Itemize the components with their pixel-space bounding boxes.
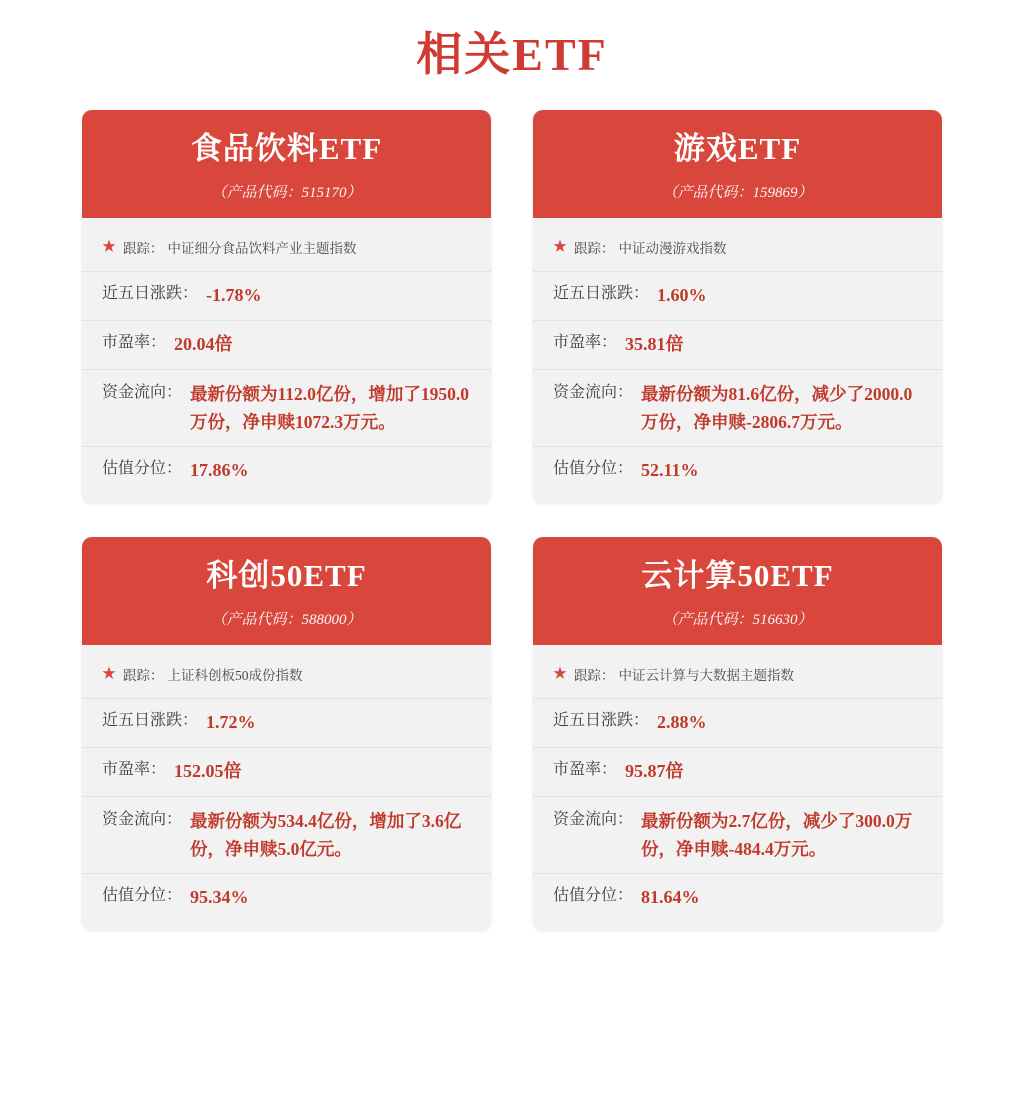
- five-day-label: 近五日涨跌：: [102, 712, 199, 730]
- etf-flow-row: [533, 370, 942, 447]
- track-value: 上证科创板50成份指数: [167, 668, 303, 684]
- track-label: 跟踪：: [574, 241, 615, 257]
- flow-label: 资金流向：: [553, 383, 634, 401]
- flow-value: 最新份额为2.7亿份，减少了300.0万份，净申赎-484.4万元。: [641, 810, 913, 859]
- etf-track-row: [533, 224, 942, 272]
- pe-value: 20.04倍: [174, 334, 233, 355]
- valuation-label: 估值分位：: [102, 459, 183, 477]
- five-day-value: 2.88%: [657, 712, 707, 733]
- track-label: 跟踪：: [123, 668, 164, 684]
- etf-card-header: [533, 110, 942, 218]
- etf-code: （产品代码：588000）: [211, 612, 362, 629]
- etf-valuation-row: [533, 874, 942, 922]
- etf-card-header: [82, 537, 491, 645]
- five-day-value: 1.60%: [657, 285, 707, 306]
- etf-pe-row: [82, 748, 491, 797]
- etf-card-header: [533, 537, 942, 645]
- etf-flow-row: [533, 797, 942, 874]
- etf-track-row: [82, 224, 491, 272]
- track-label: 跟踪：: [574, 668, 615, 684]
- track-value: 中证云计算与大数据主题指数: [618, 668, 794, 684]
- etf-code: （产品代码：159869）: [662, 185, 813, 202]
- valuation-value: 52.11%: [641, 459, 699, 480]
- etf-card[interactable]: [82, 537, 491, 930]
- etf-code: （产品代码：516630）: [662, 612, 813, 629]
- etf-card-body: [533, 218, 942, 503]
- five-day-label: 近五日涨跌：: [553, 285, 650, 303]
- valuation-label: 估值分位：: [553, 459, 634, 477]
- etf-card-body: [82, 645, 491, 930]
- pe-label: 市盈率：: [553, 760, 618, 778]
- etf-card-body: [82, 218, 491, 503]
- etf-card-grid: [0, 110, 1024, 930]
- five-day-label: 近五日涨跌：: [553, 712, 650, 730]
- etf-flow-row: [82, 797, 491, 874]
- etf-valuation-row: [82, 874, 491, 922]
- flow-value: 最新份额为534.4亿份，增加了3.6亿份，净申赎5.0亿元。: [190, 810, 462, 859]
- etf-name: 云计算50ETF: [641, 557, 834, 593]
- five-day-label: 近五日涨跌：: [102, 285, 199, 303]
- flow-label: 资金流向：: [102, 810, 183, 828]
- etf-track-row: [82, 651, 491, 699]
- etf-name: 科创50ETF: [206, 557, 367, 593]
- pe-label: 市盈率：: [553, 334, 618, 352]
- pe-value: 35.81倍: [625, 334, 684, 355]
- valuation-label: 估值分位：: [553, 886, 634, 904]
- star-icon: ★: [102, 667, 116, 683]
- track-value: 中证动漫游戏指数: [618, 241, 727, 257]
- track-label: 跟踪：: [123, 241, 164, 257]
- pe-label: 市盈率：: [102, 760, 167, 778]
- etf-valuation-row: [533, 447, 942, 495]
- etf-card[interactable]: [533, 110, 942, 503]
- etf-five-day-row: [533, 699, 942, 748]
- etf-pe-row: [533, 321, 942, 370]
- etf-five-day-row: [533, 272, 942, 321]
- etf-flow-row: [82, 370, 491, 447]
- etf-name: 食品饮料ETF: [190, 131, 383, 166]
- star-icon: ★: [553, 240, 567, 256]
- valuation-label: 估值分位：: [102, 886, 183, 904]
- etf-card[interactable]: [533, 537, 942, 930]
- etf-page: [0, 18, 1024, 930]
- etf-valuation-row: [82, 447, 491, 495]
- etf-name: 游戏ETF: [673, 131, 802, 166]
- etf-five-day-row: [82, 699, 491, 748]
- etf-five-day-row: [82, 272, 491, 321]
- five-day-value: 1.72%: [206, 712, 256, 733]
- etf-card[interactable]: [82, 110, 491, 503]
- star-icon: ★: [553, 667, 567, 683]
- flow-value: 最新份额为112.0亿份，增加了1950.0万份，净申赎1072.3万元。: [190, 383, 470, 432]
- page-title: 相关ETF: [416, 29, 608, 80]
- valuation-value: 17.86%: [190, 459, 249, 480]
- etf-pe-row: [533, 748, 942, 797]
- etf-code: （产品代码：515170）: [211, 185, 362, 202]
- track-value: 中证细分食品饮料产业主题指数: [167, 241, 357, 257]
- etf-card-body: [533, 645, 942, 930]
- pe-value: 152.05倍: [174, 760, 242, 781]
- flow-value: 最新份额为81.6亿份，减少了2000.0万份，净申赎-2806.7万元。: [641, 383, 913, 432]
- etf-track-row: [533, 651, 942, 699]
- star-icon: ★: [102, 240, 116, 256]
- etf-card-header: [82, 110, 491, 218]
- valuation-value: 81.64%: [641, 886, 700, 907]
- etf-pe-row: [82, 321, 491, 370]
- valuation-value: 95.34%: [190, 886, 249, 907]
- pe-value: 95.87倍: [625, 760, 684, 781]
- flow-label: 资金流向：: [102, 383, 183, 401]
- flow-label: 资金流向：: [553, 810, 634, 828]
- five-day-value: -1.78%: [206, 285, 262, 306]
- pe-label: 市盈率：: [102, 334, 167, 352]
